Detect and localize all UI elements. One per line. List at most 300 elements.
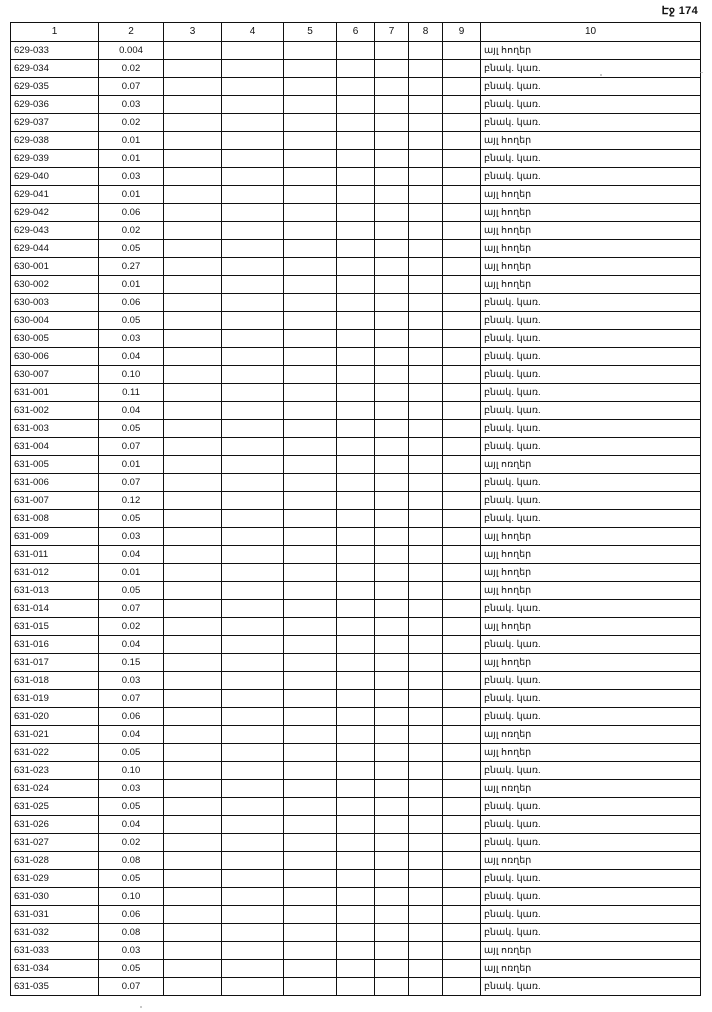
- cell-empty-col-3: [164, 168, 222, 186]
- cell-empty-col-9: [443, 636, 481, 654]
- cell-parcel-code: 629-036: [11, 96, 99, 114]
- cell-empty-col-7: [375, 600, 409, 618]
- column-header-2: 2: [99, 23, 164, 42]
- cell-empty-col-9: [443, 456, 481, 474]
- table-row: [11, 600, 701, 618]
- column-header-8: 8: [409, 23, 443, 42]
- cell-area-value: 0.05: [99, 420, 164, 438]
- cell-empty-col-5: [284, 564, 337, 582]
- cell-empty-col-7: [375, 474, 409, 492]
- cell-parcel-code: 631-031: [11, 906, 99, 924]
- cell-empty-col-8: [409, 240, 443, 258]
- cell-land-use-note: այլ հողեր: [481, 204, 701, 222]
- cell-empty-col-3: [164, 546, 222, 564]
- cell-empty-col-7: [375, 420, 409, 438]
- table-row: [11, 222, 701, 240]
- cell-area-value: 0.07: [99, 474, 164, 492]
- cell-empty-col-6: [337, 672, 375, 690]
- cell-empty-col-4: [222, 114, 284, 132]
- cell-empty-col-8: [409, 618, 443, 636]
- cell-empty-col-3: [164, 96, 222, 114]
- cell-empty-col-3: [164, 942, 222, 960]
- cell-area-value: 0.06: [99, 294, 164, 312]
- cell-empty-col-5: [284, 384, 337, 402]
- cell-area-value: 0.08: [99, 852, 164, 870]
- cell-land-use-note: բնակ. կառ.: [481, 96, 701, 114]
- cell-area-value: 0.04: [99, 546, 164, 564]
- table-row: [11, 762, 701, 780]
- cell-empty-col-8: [409, 978, 443, 996]
- cell-area-value: 0.03: [99, 96, 164, 114]
- cell-empty-col-6: [337, 564, 375, 582]
- cell-empty-col-5: [284, 294, 337, 312]
- cell-empty-col-3: [164, 186, 222, 204]
- cell-empty-col-5: [284, 348, 337, 366]
- cell-area-value: 0.03: [99, 942, 164, 960]
- cell-empty-col-8: [409, 150, 443, 168]
- cell-empty-col-9: [443, 618, 481, 636]
- cell-empty-col-8: [409, 60, 443, 78]
- cell-empty-col-6: [337, 582, 375, 600]
- cell-parcel-code: 630-001: [11, 258, 99, 276]
- cell-empty-col-4: [222, 654, 284, 672]
- cell-parcel-code: 630-005: [11, 330, 99, 348]
- cell-empty-col-3: [164, 366, 222, 384]
- cell-empty-col-6: [337, 600, 375, 618]
- cell-area-value: 0.04: [99, 816, 164, 834]
- cell-empty-col-9: [443, 762, 481, 780]
- cell-empty-col-3: [164, 978, 222, 996]
- cell-empty-col-9: [443, 924, 481, 942]
- table-row: [11, 708, 701, 726]
- cell-empty-col-5: [284, 114, 337, 132]
- cell-empty-col-5: [284, 78, 337, 96]
- table-row: [11, 294, 701, 312]
- cell-empty-col-4: [222, 582, 284, 600]
- cell-empty-col-6: [337, 834, 375, 852]
- cell-empty-col-6: [337, 528, 375, 546]
- table-row: [11, 474, 701, 492]
- cell-empty-col-6: [337, 168, 375, 186]
- cell-empty-col-8: [409, 690, 443, 708]
- cell-empty-col-5: [284, 60, 337, 78]
- cell-empty-col-8: [409, 726, 443, 744]
- cell-empty-col-4: [222, 420, 284, 438]
- cell-parcel-code: 631-034: [11, 960, 99, 978]
- cell-empty-col-9: [443, 420, 481, 438]
- scan-artifact: [140, 1006, 142, 1008]
- cell-land-use-note: այլ ոռղեր: [481, 726, 701, 744]
- cell-empty-col-5: [284, 780, 337, 798]
- cell-land-use-note: այլ ոռղեր: [481, 942, 701, 960]
- column-header-7: 7: [375, 23, 409, 42]
- cell-empty-col-5: [284, 888, 337, 906]
- cell-area-value: 0.06: [99, 906, 164, 924]
- cell-land-use-note: բնակ. կառ.: [481, 978, 701, 996]
- cell-empty-col-6: [337, 78, 375, 96]
- cell-empty-col-6: [337, 960, 375, 978]
- cell-empty-col-6: [337, 42, 375, 60]
- cell-empty-col-4: [222, 366, 284, 384]
- cell-empty-col-6: [337, 330, 375, 348]
- cell-empty-col-5: [284, 402, 337, 420]
- table-row: [11, 546, 701, 564]
- cell-parcel-code: 631-012: [11, 564, 99, 582]
- cell-empty-col-6: [337, 60, 375, 78]
- cell-empty-col-9: [443, 528, 481, 546]
- table-row: [11, 456, 701, 474]
- cell-empty-col-5: [284, 924, 337, 942]
- cell-empty-col-9: [443, 654, 481, 672]
- cell-empty-col-5: [284, 168, 337, 186]
- cell-land-use-note: բնակ. կառ.: [481, 474, 701, 492]
- cell-empty-col-8: [409, 762, 443, 780]
- cell-empty-col-7: [375, 168, 409, 186]
- cell-empty-col-6: [337, 798, 375, 816]
- cell-empty-col-5: [284, 546, 337, 564]
- cell-empty-col-8: [409, 924, 443, 942]
- cell-empty-col-3: [164, 330, 222, 348]
- cell-area-value: 0.01: [99, 150, 164, 168]
- cell-empty-col-8: [409, 798, 443, 816]
- cell-empty-col-7: [375, 150, 409, 168]
- cell-area-value: 0.07: [99, 978, 164, 996]
- cell-area-value: 0.07: [99, 78, 164, 96]
- cell-empty-col-4: [222, 960, 284, 978]
- cell-empty-col-4: [222, 132, 284, 150]
- table-header-row: [11, 23, 701, 42]
- cell-empty-col-9: [443, 330, 481, 348]
- cell-parcel-code: 631-023: [11, 762, 99, 780]
- cell-empty-col-9: [443, 60, 481, 78]
- cell-parcel-code: 629-043: [11, 222, 99, 240]
- cell-parcel-code: 629-034: [11, 60, 99, 78]
- cell-empty-col-3: [164, 870, 222, 888]
- cell-empty-col-3: [164, 348, 222, 366]
- cell-empty-col-6: [337, 456, 375, 474]
- cell-empty-col-6: [337, 492, 375, 510]
- cell-empty-col-6: [337, 906, 375, 924]
- column-header-9: 9: [443, 23, 481, 42]
- cell-empty-col-6: [337, 96, 375, 114]
- cell-empty-col-5: [284, 204, 337, 222]
- table-row: [11, 348, 701, 366]
- cell-empty-col-4: [222, 888, 284, 906]
- cell-empty-col-6: [337, 708, 375, 726]
- cell-empty-col-5: [284, 330, 337, 348]
- cell-parcel-code: 630-006: [11, 348, 99, 366]
- cell-empty-col-9: [443, 960, 481, 978]
- cell-empty-col-3: [164, 816, 222, 834]
- cell-empty-col-4: [222, 672, 284, 690]
- cell-land-use-note: բնակ. կառ.: [481, 636, 701, 654]
- cell-parcel-code: 631-032: [11, 924, 99, 942]
- cell-empty-col-8: [409, 888, 443, 906]
- cell-area-value: 0.10: [99, 762, 164, 780]
- cell-empty-col-4: [222, 528, 284, 546]
- cell-empty-col-5: [284, 816, 337, 834]
- cell-land-use-note: այլ հողեր: [481, 276, 701, 294]
- cell-empty-col-6: [337, 762, 375, 780]
- column-header-3: 3: [164, 23, 222, 42]
- cell-area-value: 0.04: [99, 402, 164, 420]
- cell-empty-col-7: [375, 798, 409, 816]
- cell-empty-col-5: [284, 474, 337, 492]
- cell-empty-col-8: [409, 186, 443, 204]
- cell-empty-col-3: [164, 60, 222, 78]
- cell-land-use-note: բնակ. կառ.: [481, 168, 701, 186]
- cell-land-use-note: բնակ. կառ.: [481, 60, 701, 78]
- cell-area-value: 0.07: [99, 438, 164, 456]
- cell-empty-col-3: [164, 708, 222, 726]
- cell-empty-col-9: [443, 492, 481, 510]
- cell-empty-col-8: [409, 384, 443, 402]
- cell-empty-col-5: [284, 690, 337, 708]
- cell-area-value: 0.15: [99, 654, 164, 672]
- cell-parcel-code: 631-019: [11, 690, 99, 708]
- cell-empty-col-4: [222, 330, 284, 348]
- cell-empty-col-4: [222, 240, 284, 258]
- cell-empty-col-6: [337, 654, 375, 672]
- cell-empty-col-6: [337, 384, 375, 402]
- cell-empty-col-7: [375, 618, 409, 636]
- cell-empty-col-8: [409, 258, 443, 276]
- cell-land-use-note: բնակ. կառ.: [481, 708, 701, 726]
- cell-empty-col-4: [222, 204, 284, 222]
- cell-land-use-note: բնակ. կառ.: [481, 888, 701, 906]
- cell-parcel-code: 631-002: [11, 402, 99, 420]
- cell-empty-col-8: [409, 132, 443, 150]
- cell-empty-col-3: [164, 402, 222, 420]
- cell-empty-col-6: [337, 888, 375, 906]
- scan-artifact: [700, 72, 703, 73]
- cell-area-value: 0.02: [99, 618, 164, 636]
- table-row: [11, 618, 701, 636]
- cell-empty-col-9: [443, 852, 481, 870]
- cell-empty-col-7: [375, 942, 409, 960]
- cell-empty-col-9: [443, 438, 481, 456]
- cell-empty-col-9: [443, 582, 481, 600]
- cell-empty-col-9: [443, 978, 481, 996]
- cell-empty-col-9: [443, 312, 481, 330]
- cell-empty-col-6: [337, 942, 375, 960]
- cell-empty-col-7: [375, 456, 409, 474]
- cell-land-use-note: այլ ոռղեր: [481, 852, 701, 870]
- cell-empty-col-7: [375, 96, 409, 114]
- cell-area-value: 0.03: [99, 672, 164, 690]
- cell-empty-col-6: [337, 276, 375, 294]
- table-row: [11, 816, 701, 834]
- cell-land-use-note: բնակ. կառ.: [481, 384, 701, 402]
- cell-empty-col-3: [164, 384, 222, 402]
- cell-land-use-note: բնակ. կառ.: [481, 798, 701, 816]
- cell-empty-col-7: [375, 510, 409, 528]
- cell-empty-col-3: [164, 258, 222, 276]
- cell-parcel-code: 631-035: [11, 978, 99, 996]
- cell-parcel-code: 629-040: [11, 168, 99, 186]
- cell-empty-col-3: [164, 852, 222, 870]
- table-row: [11, 276, 701, 294]
- cell-empty-col-5: [284, 42, 337, 60]
- cell-land-use-note: բնակ. կառ.: [481, 348, 701, 366]
- cell-land-use-note: բնակ. կառ.: [481, 600, 701, 618]
- cell-empty-col-6: [337, 204, 375, 222]
- cell-area-value: 0.02: [99, 222, 164, 240]
- cell-parcel-code: 631-015: [11, 618, 99, 636]
- cell-land-use-note: բնակ. կառ.: [481, 402, 701, 420]
- cell-empty-col-4: [222, 402, 284, 420]
- cell-empty-col-7: [375, 780, 409, 798]
- cell-empty-col-6: [337, 510, 375, 528]
- cell-empty-col-5: [284, 942, 337, 960]
- cell-land-use-note: բնակ. կառ.: [481, 330, 701, 348]
- cell-parcel-code: 629-044: [11, 240, 99, 258]
- cell-empty-col-7: [375, 114, 409, 132]
- cell-empty-col-4: [222, 474, 284, 492]
- cell-empty-col-7: [375, 294, 409, 312]
- cell-parcel-code: 631-017: [11, 654, 99, 672]
- cell-empty-col-5: [284, 492, 337, 510]
- cell-empty-col-3: [164, 492, 222, 510]
- cell-parcel-code: 629-039: [11, 150, 99, 168]
- cell-parcel-code: 631-014: [11, 600, 99, 618]
- cell-empty-col-7: [375, 870, 409, 888]
- cell-empty-col-5: [284, 960, 337, 978]
- cell-empty-col-9: [443, 240, 481, 258]
- table-row: [11, 42, 701, 60]
- cell-empty-col-4: [222, 294, 284, 312]
- cell-empty-col-9: [443, 276, 481, 294]
- cell-parcel-code: 629-037: [11, 114, 99, 132]
- cell-empty-col-7: [375, 204, 409, 222]
- cell-empty-col-6: [337, 132, 375, 150]
- cell-empty-col-6: [337, 618, 375, 636]
- cell-area-value: 0.05: [99, 870, 164, 888]
- cell-empty-col-8: [409, 942, 443, 960]
- column-header-1: 1: [11, 23, 99, 42]
- cell-empty-col-9: [443, 384, 481, 402]
- cell-empty-col-4: [222, 870, 284, 888]
- column-header-10: 10: [481, 23, 701, 42]
- cell-empty-col-4: [222, 852, 284, 870]
- cell-parcel-code: 630-004: [11, 312, 99, 330]
- cell-empty-col-6: [337, 186, 375, 204]
- cell-empty-col-8: [409, 78, 443, 96]
- cell-empty-col-9: [443, 114, 481, 132]
- cell-parcel-code: 631-027: [11, 834, 99, 852]
- cell-empty-col-7: [375, 276, 409, 294]
- cell-land-use-note: այլ հողեր: [481, 240, 701, 258]
- cell-empty-col-9: [443, 906, 481, 924]
- cell-area-value: 0.004: [99, 42, 164, 60]
- cell-empty-col-5: [284, 978, 337, 996]
- cell-area-value: 0.06: [99, 204, 164, 222]
- cell-empty-col-9: [443, 546, 481, 564]
- cell-empty-col-9: [443, 816, 481, 834]
- table-row: [11, 510, 701, 528]
- cell-empty-col-4: [222, 60, 284, 78]
- cell-empty-col-8: [409, 366, 443, 384]
- cell-empty-col-7: [375, 546, 409, 564]
- cell-empty-col-3: [164, 420, 222, 438]
- cell-empty-col-6: [337, 258, 375, 276]
- cell-land-use-note: այլ հողեր: [481, 132, 701, 150]
- cell-empty-col-5: [284, 258, 337, 276]
- cell-empty-col-6: [337, 366, 375, 384]
- table-row: [11, 870, 701, 888]
- cell-empty-col-7: [375, 852, 409, 870]
- cell-parcel-code: 630-002: [11, 276, 99, 294]
- cell-parcel-code: 629-038: [11, 132, 99, 150]
- table-row: [11, 852, 701, 870]
- table-row: [11, 438, 701, 456]
- cell-land-use-note: բնակ. կառ.: [481, 438, 701, 456]
- cell-empty-col-9: [443, 168, 481, 186]
- cell-land-use-note: այլ հողեր: [481, 618, 701, 636]
- cell-empty-col-5: [284, 186, 337, 204]
- page-number-label: Էջ 174: [661, 5, 698, 17]
- cell-empty-col-6: [337, 924, 375, 942]
- cell-empty-col-7: [375, 402, 409, 420]
- cell-empty-col-8: [409, 510, 443, 528]
- table-row: [11, 78, 701, 96]
- cell-empty-col-7: [375, 906, 409, 924]
- cell-empty-col-5: [284, 528, 337, 546]
- cell-empty-col-4: [222, 690, 284, 708]
- cell-empty-col-9: [443, 708, 481, 726]
- cell-parcel-code: 631-029: [11, 870, 99, 888]
- cell-empty-col-3: [164, 582, 222, 600]
- cell-empty-col-4: [222, 942, 284, 960]
- cell-empty-col-5: [284, 618, 337, 636]
- cell-area-value: 0.04: [99, 636, 164, 654]
- cell-empty-col-7: [375, 834, 409, 852]
- cell-empty-col-3: [164, 618, 222, 636]
- cell-empty-col-3: [164, 762, 222, 780]
- cell-area-value: 0.01: [99, 186, 164, 204]
- cell-empty-col-4: [222, 456, 284, 474]
- cell-empty-col-3: [164, 132, 222, 150]
- cell-empty-col-9: [443, 186, 481, 204]
- cell-empty-col-8: [409, 636, 443, 654]
- cell-empty-col-5: [284, 834, 337, 852]
- cell-land-use-note: այլ հողեր: [481, 528, 701, 546]
- cell-empty-col-4: [222, 42, 284, 60]
- cell-empty-col-5: [284, 366, 337, 384]
- cell-area-value: 0.05: [99, 960, 164, 978]
- cell-empty-col-8: [409, 294, 443, 312]
- cell-parcel-code: 631-005: [11, 456, 99, 474]
- cell-empty-col-7: [375, 672, 409, 690]
- cell-empty-col-4: [222, 96, 284, 114]
- cell-empty-col-8: [409, 600, 443, 618]
- cell-empty-col-5: [284, 708, 337, 726]
- cell-land-use-note: բնակ. կառ.: [481, 312, 701, 330]
- cell-empty-col-4: [222, 708, 284, 726]
- table-row: [11, 744, 701, 762]
- cell-land-use-note: այլ հողեր: [481, 654, 701, 672]
- table-row: [11, 564, 701, 582]
- cell-empty-col-7: [375, 690, 409, 708]
- cell-empty-col-9: [443, 780, 481, 798]
- cell-land-use-note: այլ հողեր: [481, 258, 701, 276]
- column-header-4: 4: [222, 23, 284, 42]
- table-row: [11, 384, 701, 402]
- cell-empty-col-4: [222, 816, 284, 834]
- cell-empty-col-8: [409, 438, 443, 456]
- cell-area-value: 0.05: [99, 510, 164, 528]
- table-row: [11, 528, 701, 546]
